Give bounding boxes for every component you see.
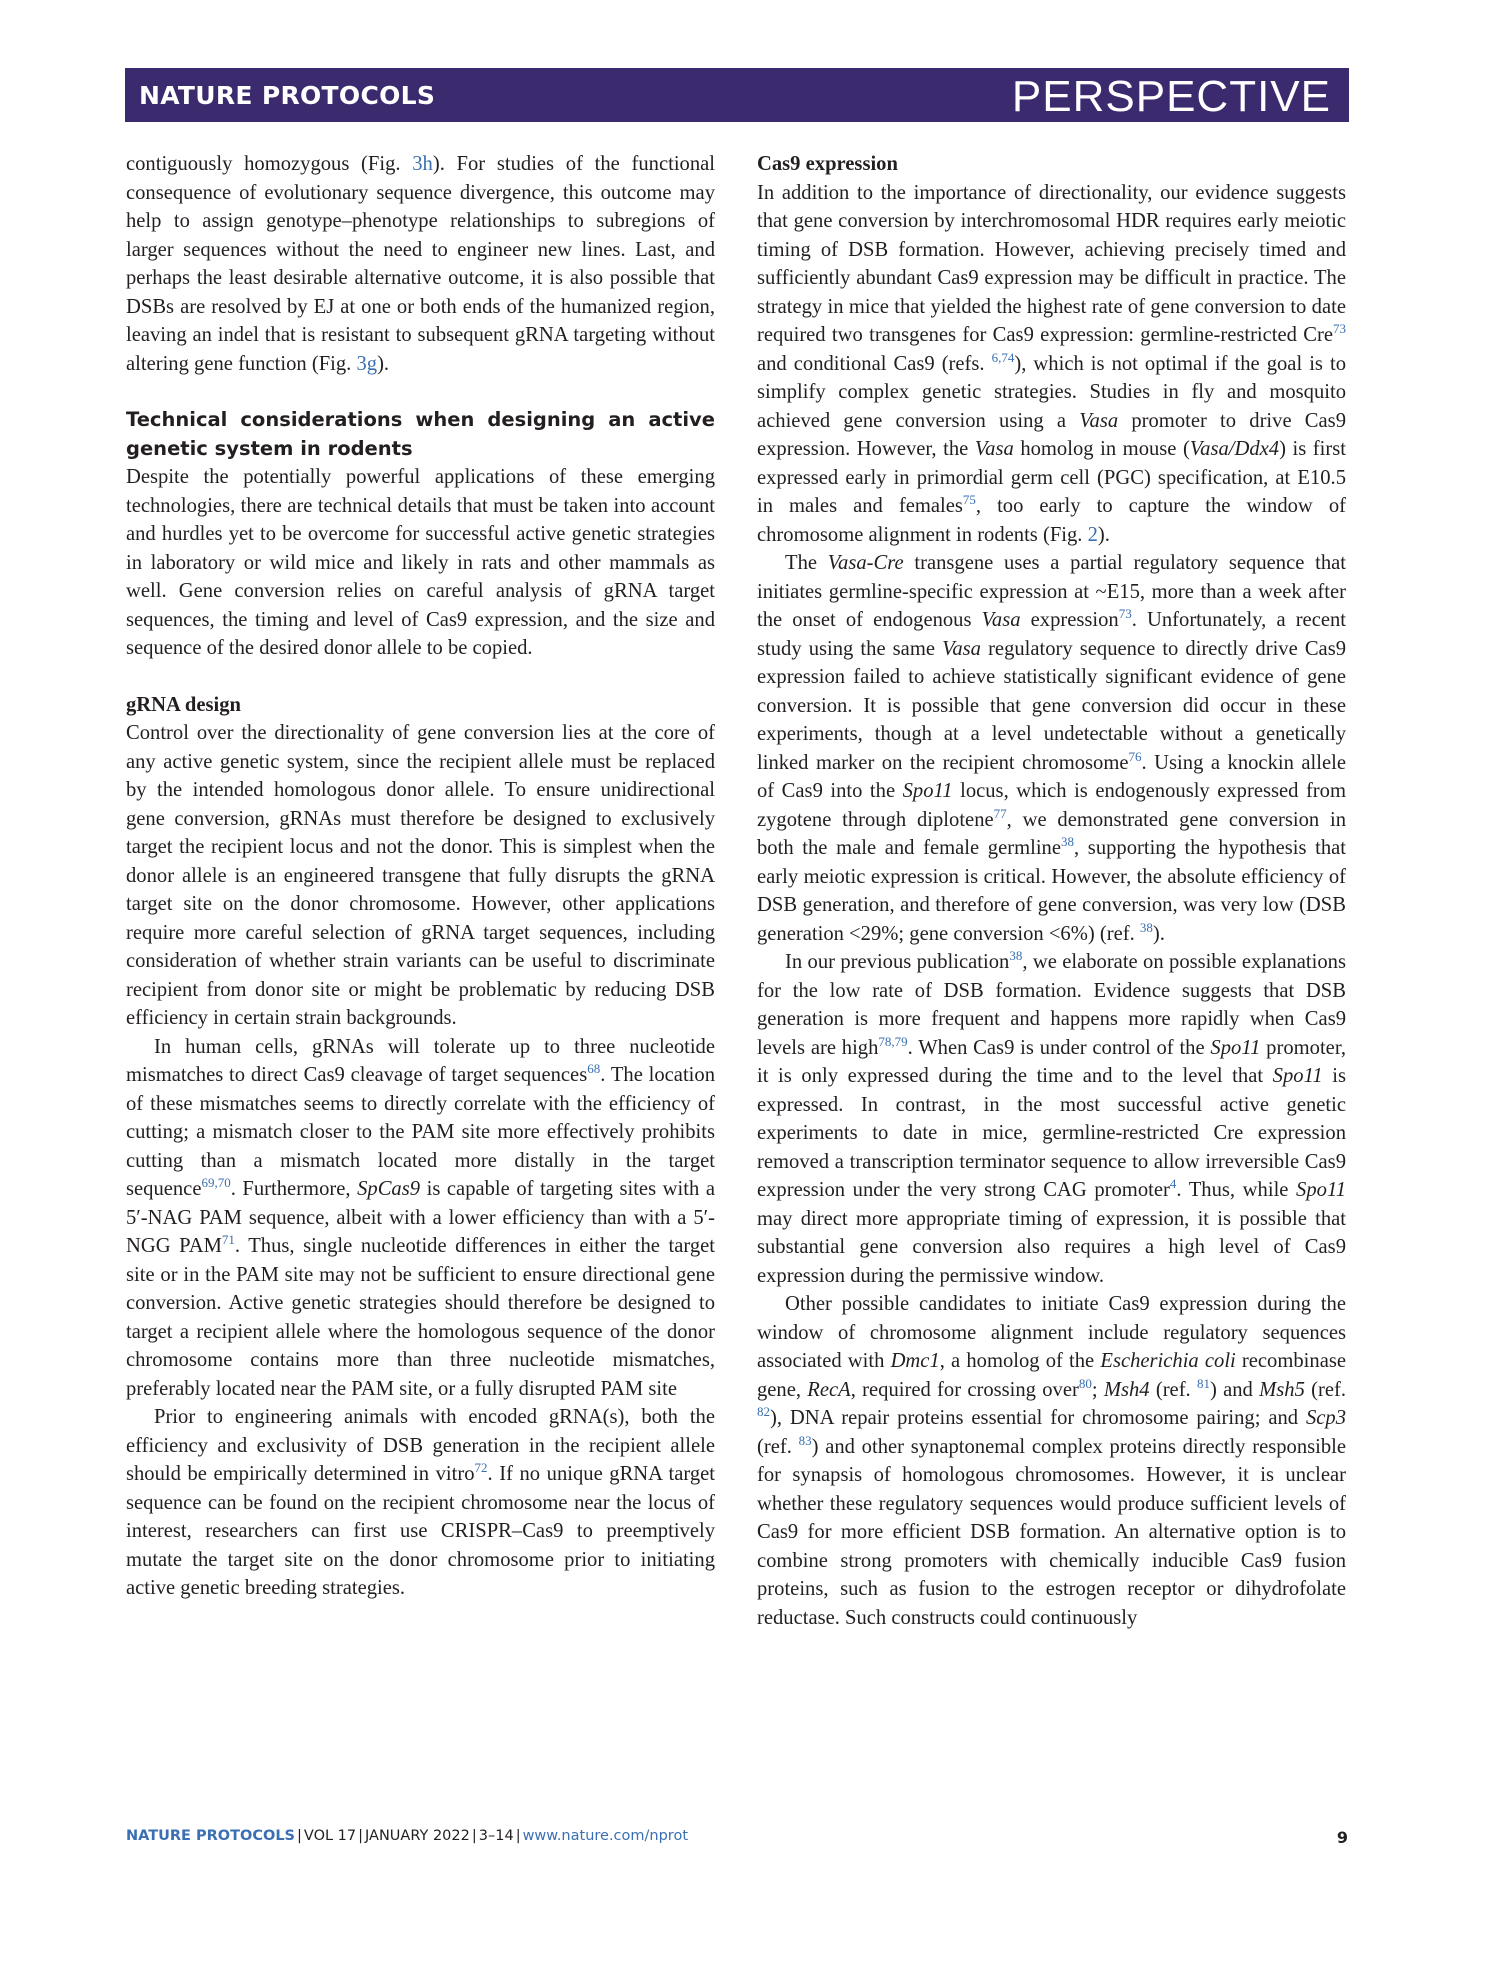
citation-link[interactable]: 75 — [962, 492, 976, 507]
paragraph: In addition to the importance of directionality, our evidence suggests that gene conversion by interchromosomal HDR requires early meiotic timing of DSB formation. However, achieving precisely timed and sufficiently abundant Cas9 expression may be difficult in practice. The strategy in mice that yielded the highest rate of gene conversion to date required two transgenes for Cas9 expression: germline-restricted Cre$^{73}$ and conditional Cas9 (refs. $^{6,74}$), which is not optimal if the goal is to simplify complex genetic strategies. Studies in fly and mosquito achieved gene conversion using a Vasa promoter to drive Cas9 expression. However, the Vasa homolog in mouse (Vasa/Ddx4) is first expressed early in primordial germ cell (PGC) specification, at E10.5 in males and females$^{75}$, too early to capture the window of chromosome alignment in rodents (Fig. 2). — [757, 181, 1346, 546]
footer-date: JANUARY 2022 — [365, 1828, 470, 1844]
paragraph: Control over the directionality of gene conversion lies at the core of any active genetic system, since the recipient allele must be replaced by the intended homologous donor allele. To ensure unidirectional gene conversion, gRNAs must therefore be designed to exclusively target the recipient locus and not the donor. This is simplest when the donor allele is an engineered transgene that fully disrupts the gRNA target site on the donor chromosome. However, other applications require more careful selection of gRNA target sequences, including consideration of whether strain variants can be useful to discriminate recipient from donor site or might be problematic by reducing DSB efficiency in certain strain backgrounds. — [126, 722, 715, 1029]
citation-link[interactable]: 73 — [1333, 321, 1346, 336]
footer-url-link[interactable]: www.nature.com/nprot — [522, 1828, 689, 1844]
separator: | — [515, 1828, 521, 1844]
citation-link[interactable]: 80 — [1078, 1375, 1092, 1391]
citation-link[interactable]: 72 — [474, 1460, 488, 1475]
citation-link[interactable]: 71 — [221, 1232, 235, 1247]
paragraph: Despite the potentially powerful applications of these emerging technologies, there are technical details that must be taken into account and hurdles yet to be overcome for successful active genetic strategies in laboratory or wild mice and likely in rats and other mammals as well. Gene conversion relies on careful analysis of gRNA target sequences, the timing and level of Cas9 expression, and the size and sequence of the desired donor allele to be copied. — [126, 466, 715, 659]
figure-link[interactable]: 2 — [1087, 523, 1098, 546]
citation-link[interactable]: 38 — [1061, 834, 1074, 849]
figure-link[interactable]: 3h — [412, 153, 433, 175]
citation-link[interactable]: 76 — [1128, 748, 1142, 764]
citation-link[interactable]: 73 — [1118, 606, 1132, 621]
citation-link[interactable]: 77 — [993, 805, 1007, 821]
paragraph: contiguously homozygous (Fig. 3h). For studies of the functional consequence of evolutionary sequence divergence, this outcome may help to assign genotype–phenotype relationships to subregions of larger sequences without the need to engineer new lines. Last, and perhaps the least desirable alternative outcome, it is also possible that DSBs are resolved by EJ at one or both ends of the humanized region, leaving an indel that is resistant to subsequent gRNA targeting without altering gene function (Fig. 3g). — [126, 153, 715, 375]
citation-link[interactable]: 78,79 — [878, 1033, 908, 1049]
journal-name: NATURE PROTOCOLS — [139, 81, 436, 110]
subheading-grna-design: gRNA design — [126, 693, 242, 716]
citation-link[interactable]: 4 — [1169, 1176, 1177, 1191]
paragraph: In human cells, gRNAs will tolerate up to three nucleotide mismatches to direct Cas9 cleavage of target sequences$^{68}$. The location of these mismatches seems to directly correlate with the efficiency of cutting; a mismatch closer to the PAM site more effectively prohibits cutting than a mismatch located more distally in the target sequence$^{69,70}$. Furthermore, SpCas9 is capable of targeting sites with a 5′-NAG PAM sequence, albeit with a lower efficiency than with a 5′-NGG PAM$^{71}$. Thus, single nucleotide differences in either the target site or in the PAM site may not be sufficient to ensure directional gene conversion. Active genetic strategies should therefore be designed to target a recipient allele where the homologous sequence of the donor chromosome contains more than three nucleotide mismatches, preferably located near the PAM site, or a fully disrupted PAM site — [126, 1035, 715, 1400]
page-number: 9 — [1336, 1828, 1348, 1847]
citation-link[interactable]: 38 — [1009, 948, 1023, 963]
separator: | — [297, 1828, 302, 1844]
paragraph: In our previous publication$^{38}$, we elaborate on possible explanations for the low rate of DSB formation. Evidence suggests that DSB generation is more frequent and happens more rapidly when Cas9 levels are high$^{78,79}$. When Cas9 is under control of the Spo11 promoter, it is only expressed during the time and to the level that Spo11 is expressed. In contrast, in the most successful active genetic experiments to date in mice, germline-restricted Cre expression removed a transcription terminator sequence to allow irreversible Cas9 expression under the very strong CAG promoter$^4$. Thus, while Spo11 may direct more appropriate timing of expression, it is possible that substantial gene conversion also requires a high level of Cas9 expression during the permissive window. — [757, 948, 1347, 1287]
citation-link[interactable]: 6,74 — [991, 349, 1015, 365]
paragraph: Prior to engineering animals with encoded gRNA(s), both the efficiency and exclusivity of DSB generation in the recipient allele should be empirically determined in vitro$^{72}$. If no unique gRNA target sequence can be found on the recipient chromosome near the locus of interest, researchers can first use CRISPR–Cas9 to preemptively mutate the target site on the donor chromosome prior to initiating active genetic breeding strategies. — [126, 1406, 715, 1599]
right-column — [757, 150, 1346, 1632]
footer-pages: 3–14 — [478, 1828, 514, 1844]
figure-link[interactable]: 3g — [356, 352, 378, 375]
citation-link[interactable]: 68 — [587, 1061, 601, 1076]
page-footer — [126, 1828, 1348, 1847]
article-type: PERSPECTIVE — [1011, 72, 1331, 121]
separator: | — [471, 1828, 477, 1844]
footer-journal: NATURE PROTOCOLS — [126, 1828, 296, 1844]
citation-link[interactable]: 82 — [757, 1404, 770, 1419]
citation-link[interactable]: 83 — [798, 1432, 812, 1448]
citation-link[interactable]: 38 — [1139, 919, 1153, 935]
subheading-cas9-expression: Cas9 expression — [757, 153, 898, 175]
paragraph: The Vasa-Cre transgene uses a partial regulatory sequence that initiates germline-specific expression at ~E15, more than a week after the onset of endogenous Vasa expression$^{73}$. Unfortunately, a recent study using the same Vasa regulatory sequence to directly drive Cas9 expression failed to achieve statistically significant evidence of gene conversion. It is possible that gene conversion did occur in these experiments, though at a level undetectable without a genetically linked marker on the recipient chromosome$^{76}$. Using a knockin allele of Cas9 into the Spo11 locus, which is endogenously expressed from zygotene through diplotene$^{77}$, we demonstrated gene conversion in both the male and female germline$^{38}$, supporting the hypothesis that early meiotic expression is critical. However, the absolute efficiency of DSB generation, and therefore of gene conversion, was very low (DSB generation <29%; gene conversion <6%) (ref. $^{38}$). — [757, 552, 1347, 945]
separator: | — [358, 1828, 364, 1844]
header-banner — [125, 68, 1349, 122]
paragraph: Other possible candidates to initiate Cas9 expression during the window of chromosome alignment include regulatory sequences associated with Dmc1, a homolog of the Escherichia coli recombinase gene, RecA, required for crossing over$^{80}$; Msh4 (ref. $^{81}$) and Msh5 (ref. $^{82}$), DNA repair proteins essential for chromosome pairing; and Scp3 (ref. $^{83}$) and other synaptonemal complex proteins directly responsible for synapsis of homologous chromosomes. However, it is unclear whether these regulatory sequences would produce sufficient levels of Cas9 for more efficient DSB formation. An alternative option is to combine strong promoters with chemically inducible Cas9 fusion proteins, such as fusion to the estrogen receptor or dihydrofolate reductase. Such constructs could continuously — [757, 1293, 1347, 1629]
footer-volume: VOL 17 — [303, 1828, 357, 1844]
citation-link[interactable]: 69,70 — [201, 1175, 231, 1190]
left-column — [126, 150, 715, 1603]
citation-link[interactable]: 81 — [1196, 1375, 1210, 1391]
section-heading: Technical considerations when designing an active genetic system in rodents — [126, 408, 715, 460]
